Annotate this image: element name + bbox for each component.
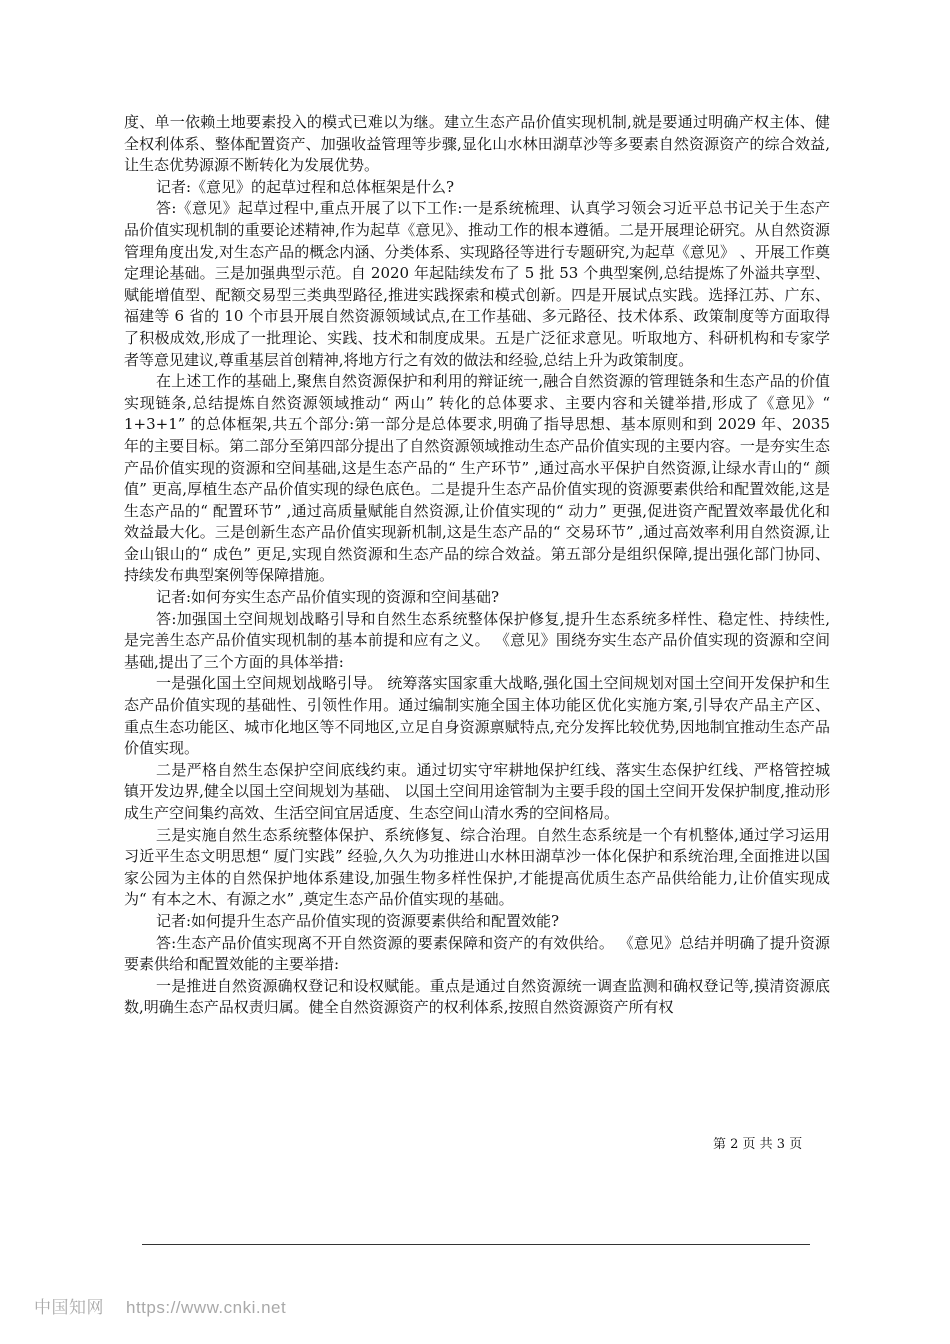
paragraph-overall-framework: 在上述工作的基础上,聚焦自然资源保护和利用的辩证统一,融合自然资源的管理链条和生态产品的价值实现链条,总结提炼自然资源领域推动“ 两山” 转化的总体要求、主要内容和关键举措,形成了《意见》“ 1+3+1” 的总体框架,共五个部分:第一部分是总体要求,明确了指导思想、基本原则和到 2029 年、2035 年的主要目标。第二部分至第四部分提出了自然资源领域推动生态产品价值实现的主要内容。一是夯实生态产品价值实现的资源和空间基础,这是生态产品的“ 生产环节” ,通过高水平保护自然资源,让绿水青山的“ 颜值” 更高,厚植生态产品价值实现的绿色底色。二是提升生态产品价值实现的资源要素供给和配置效能,这是生态产品的“ 配置环节” ,通过高质量赋能自然资源,让价值实现的“ 动力” 更强,促进资产配置效率最优化和效益最大化。三是创新生态产品价值实现新机制,这是生态产品的“ 交易环节” ,通过高效率利用自然资源,让金山银山的“ 成色” 更足,实现自然资源和生态产品的综合效益。第五部分是组织保障,提出强化部门协同、持续发布典型案例等保障措施。 bbox=[124, 372, 830, 585]
page-number: 第 2 页 共 3 页 bbox=[713, 1137, 803, 1152]
footer-divider bbox=[142, 1244, 810, 1245]
question-supply-allocation: 记者:如何提升生态产品价值实现的资源要素供给和配置效能? bbox=[156, 911, 560, 930]
paragraph-continuation: 度、单一依赖土地要素投入的模式已难以为继。建立生态产品价值实现机制,就是要通过明确产权主体、健全权利体系、整体配置资产、加强收益管理等步骤,显化山水林田湖草沙等多要素自然资源资产的综合效益,让生态优势源源不断转化为发展优势。 bbox=[124, 113, 830, 175]
paragraph-measure-three: 三是实施自然生态系统整体保护、系统修复、综合治理。自然生态系统是一个有机整体,通过学习运用习近平生态文明思想“ 厦门实践” 经验,久久为功推进山水林田湖草沙一体化保护和系统治理,全面推进以国家公园为主体的自然保护地体系建设,加强生物多样性保护,才能提高优质生态产品供给能力,让价值实现成为“ 有本之木、有源之水” ,奠定生态产品价值实现的基础。 bbox=[124, 825, 830, 909]
paragraph-measure-two: 二是严格自然生态保护空间底线约束。通过切实守牢耕地保护红线、落实生态保护红线、严格管控城镇开发边界,健全以国土空间规划为基础、 以国土空间用途管制为主要手段的国土空间开发保护制度,推动形成生产空间集约高效、生活空间宜居适度、生态空间山清水秀的空间格局。 bbox=[124, 760, 830, 822]
watermark-site: https://www.cnki.net bbox=[126, 1298, 287, 1317]
question-framework: 记者:《意见》的起草过程和总体框架是什么? bbox=[156, 177, 455, 196]
document-body bbox=[124, 112, 830, 1019]
answer-drafting-process: 答:《意见》起草过程中,重点开展了以下工作:一是系统梳理、认真学习领会习近平总书记关于生态产品价值实现机制的重要论述精神,作为起草《意见》、推动工作的根本遵循。二是开展理论研究。从自然资源管理角度出发,对生态产品的概念内涵、分类体系、实现路径等进行专题研究,为起草《意见》 、开展工作奠定理论基础。三是加强典型示范。自 2020 年起陆续发布了 5 批 53 个典型案例,总结提炼了外溢共享型、赋能增值型、配额交易型三类典型路径,推进实践探索和模式创新。四是开展试点实践。选择江苏、广东、福建等 6 省的 10 个市县开展自然资源领域试点,在工作基础、多元路径、技术体系、政策制度等方面取得了积极成效,形成了一批理论、实践、技术和制度成果。五是广泛征求意见。听取地方、科研机构和专家学者等意见建议,尊重基层首创精神,将地方行之有效的做法和经验,总结上升为政策制度。 bbox=[124, 199, 830, 369]
cnki-watermark bbox=[34, 1293, 286, 1318]
answer-resource-space-foundation: 答:加强国土空间规划战略引导和自然生态系统整体保护修复,提升生态系统多样性、稳定性、持续性,是完善生态产品价值实现机制的基本前提和应有之义。 《意见》围绕夯实生态产品价值实现的资源和空间基础,提出了三个方面的具体举措: bbox=[124, 609, 830, 671]
paragraph-measure-one: 一是强化国土空间规划战略引导。 统筹落实国家重大战略,强化国土空间规划对国土空间开发保护和生态产品价值实现的基础性、引领性作用。通过编制实施全国主体功能区优化实施方案,引导农产品主产区、重点生态功能区、城市化地区等不同地区,立足自身资源禀赋特点,充分发挥比较优势,因地制宜推动生态产品价值实现。 bbox=[124, 674, 830, 758]
answer-supply-allocation: 答:生态产品价值实现离不开自然资源的要素保障和资产的有效供给。 《意见》总结并明确了提升资源要素供给和配置效能的主要举措: bbox=[124, 933, 830, 974]
paragraph-property-rights: 一是推进自然资源确权登记和设权赋能。重点是通过自然资源统一调查监测和确权登记等,摸清资源底数,明确生态产品权责归属。健全自然资源资产的权利体系,按照自然资源资产所有权 bbox=[124, 976, 830, 1017]
question-resource-space-foundation: 记者:如何夯实生态产品价值实现的资源和空间基础? bbox=[156, 588, 500, 607]
watermark-brand: 中国知网 bbox=[34, 1298, 104, 1318]
